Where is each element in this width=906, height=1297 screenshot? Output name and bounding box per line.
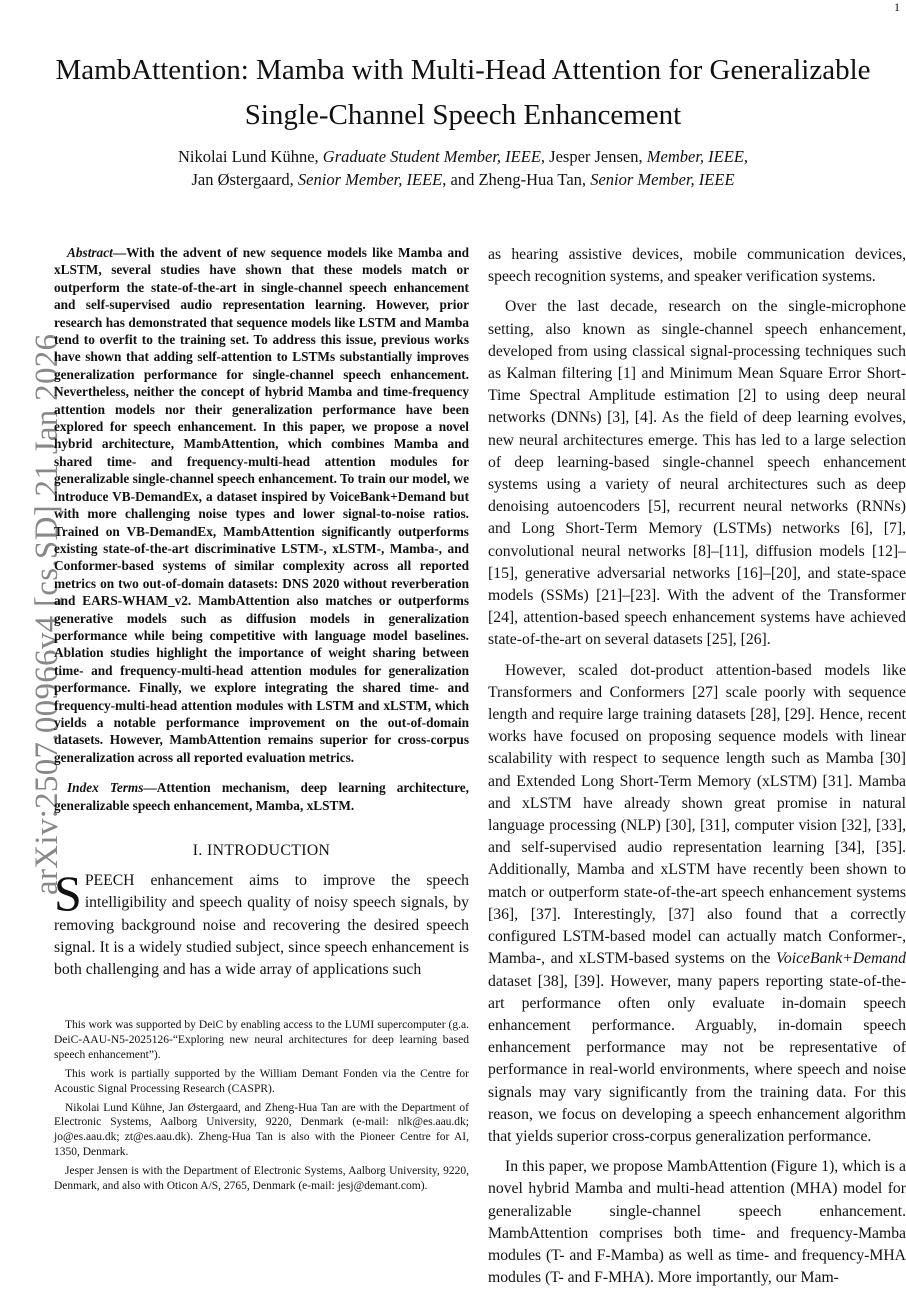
intro-text: PEECH enhancement aims to improve the speech intelligibility and speech quality of noisy speech signals, by removing background noise and recovering the desired speech signal. It is a widely studied subject, since speech enhancement is both challenging and has a wide array of applications such	[54, 872, 469, 979]
footnote-funding-lumi: This work was supported by DeiC by enabling access to the LUMI supercomputer (g.a. DeiC-AAU-N5-2025126-“Exploring new neural architectures for deep learning based speech enhancement”).	[54, 1019, 469, 1061]
abstract-label: Abstract	[67, 245, 113, 260]
abstract-text: —With the advent of new sequence models like Mamba and xLSTM, several studies have shown that these models match or outperform the state-of-the-art in single-channel speech enhancement and self-supervised audio representation learning. However, prior research has demonstrated that sequence models like LSTM and Mamba tend to overfit to the training set. To address this issue, previous works have shown that adding self-attention to LSTMs substantially improves generalization performance for single-channel speech enhancement. Nevertheless, neither the concept of hybrid Mamba and time-frequency attention models nor their generalization performance have been explored for speech enhancement. In this paper, we propose a novel hybrid architecture, MambAttention, which combines Mamba and shared time- and frequency-multi-head attention modules for generalizable single-channel speech enhancement. To train our model, we introduce VB-DemandEx, a dataset inspired by VoiceBank+Demand but with more challenging noise types and lower signal-to-noise ratios. Trained on VB-DemandEx, MambAttention significantly outperforms existing state-of-the-art discriminative LSTM-, xLSTM-, Mamba-, and Conformer-based systems of similar complexity across all reported metrics on two out-of-domain datasets: DNS 2020 without reverberation and EARS-WHAM_v2. MambAttention also matches or outperforms generative models such as diffusion models in generalization performance while being competitive with language model baselines. Ablation studies highlight the importance of weight sharing between time- and frequency-multi-head attention modules for generalization performance. Finally, we explore integrating the shared time- and frequency-multi-head attention modules with LSTM and xLSTM, which yields a notable performance improvement on the out-of-domain datasets. However, MambAttention remains superior for cross-corpus generalization across all reported evaluation metrics.	[54, 245, 469, 765]
author-kuhne: Nikolai Lund Kühne,	[177, 147, 323, 166]
authors-line1: Nikolai Lund Kühne, Graduate Student Member, IEEE, Jesper Jensen, Member, IEEE,	[177, 147, 749, 166]
left-column	[54, 244, 469, 981]
author-tan: , and Zheng-Hua Tan,	[442, 170, 591, 189]
right-paragraph-1: as hearing assistive devices, mobile communication devices, speech recognition systems, and speaker verification systems.	[488, 246, 906, 286]
section-heading-introduction: I. INTRODUCTION	[192, 842, 331, 859]
right-paragraph-3: However, scaled dot-product attention-based models like Transformers and Conformers [27] scale poorly with sequence length and require large training datasets [28], [29]. Hence, recent works have focused on proposing sequence models with linear scalability with respect to sequence length such as Mamba [30] and Extended Long Short-Term Memory (xLSTM) [31]. Mamba and xLSTM have already shown great promise in natural language processing (NLP) [30], [31], computer vision [32], [33], and self-supervised audio representation learning [34], [35]. Additionally, Mamba and xLSTM have recently been shown to match or outperform state-of-the-art speech enhancement systems [36], [37]. Interestingly, [37] also found that a correctly configured LSTM-based model can actually match Conformer-, Mamba-, and xLSTM-based systems on the VoiceBank+Demand dataset [38], [39]. However, many papers reporting state-of-the-art performance often only evaluate in-domain speech enhancement performance. Arguably, in-domain speech enhancement performance may not be representative of performance in real-world environments, where speech and noise signals may vary significantly from the training data. For this reason, we focus on developing a speech enhancement algorithm that yields superior cross-corpus generalization performance.	[488, 661, 906, 1145]
intro-paragraph	[54, 865, 469, 981]
right-column	[488, 244, 906, 1297]
paper-title: MambAttention: Mamba with Multi-Head Attention for Generalizable Single-Channel Speech Enhancement	[55, 54, 871, 131]
right-paragraph-2: Over the last decade, research on the single-microphone setting, also known as single-channel speech enhancement, developed from using classical signal-processing techniques such as Kalman filtering [1] and Minimum Mean Square Error Short-Time Spectral Amplitude estimation [2] to using deep neural networks (DNNs) [3], [4]. As the field of deep learning evolves, new neural architectures emerge. This has led to a large selection of deep learning-based single-channel speech enhancement systems using a variety of neural architectures such as deep denoising autoencoders [5], recurrent neural networks (RNNs) and Long Short-Term Memory (LSTMs) networks [6], [7], convolutional neural networks [8]–[11], diffusion models [12]–[15], generative adversarial networks [16]–[20], and state-space models (SSMs) [21]–[23]. With the advent of the Transformer [24], attention-based speech enhancement systems have achieved state-of-the-art on several datasets [25], [26].	[488, 298, 906, 649]
index-terms	[54, 779, 469, 814]
arxiv-identifier: arXiv:2507.00966v4 [cs.SD] 21 Jan 2026	[29, 333, 65, 895]
author-list	[40, 145, 886, 191]
page-number: 1	[894, 0, 900, 14]
right-paragraph-4: In this paper, we propose MambAttention (Figure 1), which is a novel hybrid Mamba and multi-head attention (MHA) model for generalizable single-channel speech enhancement. MambAttention comprises both time- and frequency-Mamba modules (T- and F-Mamba) as well as time- and frequency-MHA modules (T- and F-MHA). More importantly, our Mam-	[488, 1158, 906, 1287]
drop-cap: S	[54, 865, 82, 922]
author-jensen-title: Member, IEEE	[646, 147, 744, 166]
dataset-name: VoiceBank+Demand	[776, 950, 906, 968]
author-ostergaard: Jan Østergaard,	[191, 170, 298, 189]
footnotes	[54, 1018, 469, 1198]
author-tan-title: Senior Member, IEEE	[590, 170, 735, 189]
abstract	[54, 244, 469, 766]
index-terms-label: Index Terms	[67, 780, 144, 796]
footnote-affiliation-aau: Nikolai Lund Kühne, Jan Østergaard, and Zheng-Hua Tan are with the Department of Electronic Systems, Aalborg University, 9220, Denmark (e-mail: nlk@es.aau.dk; jo@es.aau.dk; zt@es.aau.dk). Zheng-Hua Tan is also with the Pioneer Centre for AI, 1350, Denmark.	[54, 1101, 469, 1159]
author-ostergaard-title: Senior Member, IEEE	[297, 170, 443, 189]
authors-line2	[191, 170, 734, 189]
footnote-affiliation-jensen: Jesper Jensen is with the Department of Electronic Systems, Aalborg University, 9220, Denmark, and also with Oticon A/S, 2765, Denmark (e-mail: jesj@demant.com).	[54, 1165, 469, 1193]
footnote-funding-caspr: This work is partially supported by the William Demant Fonden via the Centre for Acoustic Signal Processing Research (CASPR).	[54, 1067, 469, 1095]
index-terms-text: —Attention mechanism, deep learning architecture, generalizable speech enhancement, Mamba, xLSTM.	[54, 780, 469, 813]
author-jensen: , Jesper Jensen,	[540, 147, 647, 166]
author-kuhne-title: Graduate Student Member, IEEE	[322, 147, 541, 166]
